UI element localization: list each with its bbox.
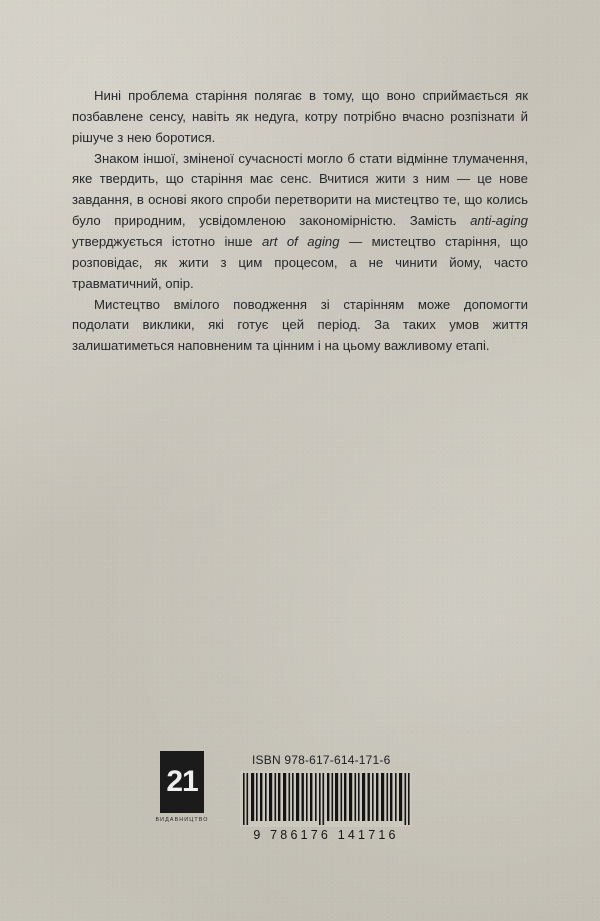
publisher-logo-caption: ВИДАВНИЦТВО	[155, 817, 209, 823]
blurb-paragraph-3: Мистецтво вмілого поводження зі старінням може допомогти подолати виклики, які готує цей період. За таких умов життя залишатиметься наповненим та цінним і на цьому важливому етапі.	[72, 296, 528, 354]
blurb-paragraph-2	[72, 149, 528, 295]
blurb-paragraph-2-tail: — мистецтво старіння, що розповідає, як жити з цим процесом, а не чинити йому, часто травматичний, опір.	[72, 234, 529, 291]
publisher-logo: 21	[160, 751, 204, 813]
blurb-text	[72, 86, 528, 357]
barcode-digits: 9 786176 141716	[253, 828, 399, 842]
term-anti-aging: anti-aging	[470, 213, 528, 229]
blurb-paragraph-1: Нині проблема старіння полягає в тому, що воно сприймається як позбавлене сенсу, навіть як недуга, котру потрібно вчасно розпізнати й рішуче з нею боротися.	[72, 88, 528, 145]
cover-footer	[0, 751, 600, 861]
blurb-paragraph-2-middle: утверджується істотно інше	[72, 234, 263, 250]
blurb-paragraph-2-lead: Знаком іншої, зміненої сучасності могло б стати відмінне тлумачення, яке твердить, що старіння має сенс. Вчитися жити з ним — це нове завдання, в основі якого спроби перетворити на мистецтво те, що колись було природним, усвідомленою закономірністю. Замість	[72, 150, 528, 229]
isbn-label: ISBN 978-617-614-171-6	[252, 753, 391, 767]
barcode-bars	[240, 771, 412, 827]
barcode	[240, 771, 412, 842]
term-art-of-aging: art of aging	[262, 234, 340, 250]
